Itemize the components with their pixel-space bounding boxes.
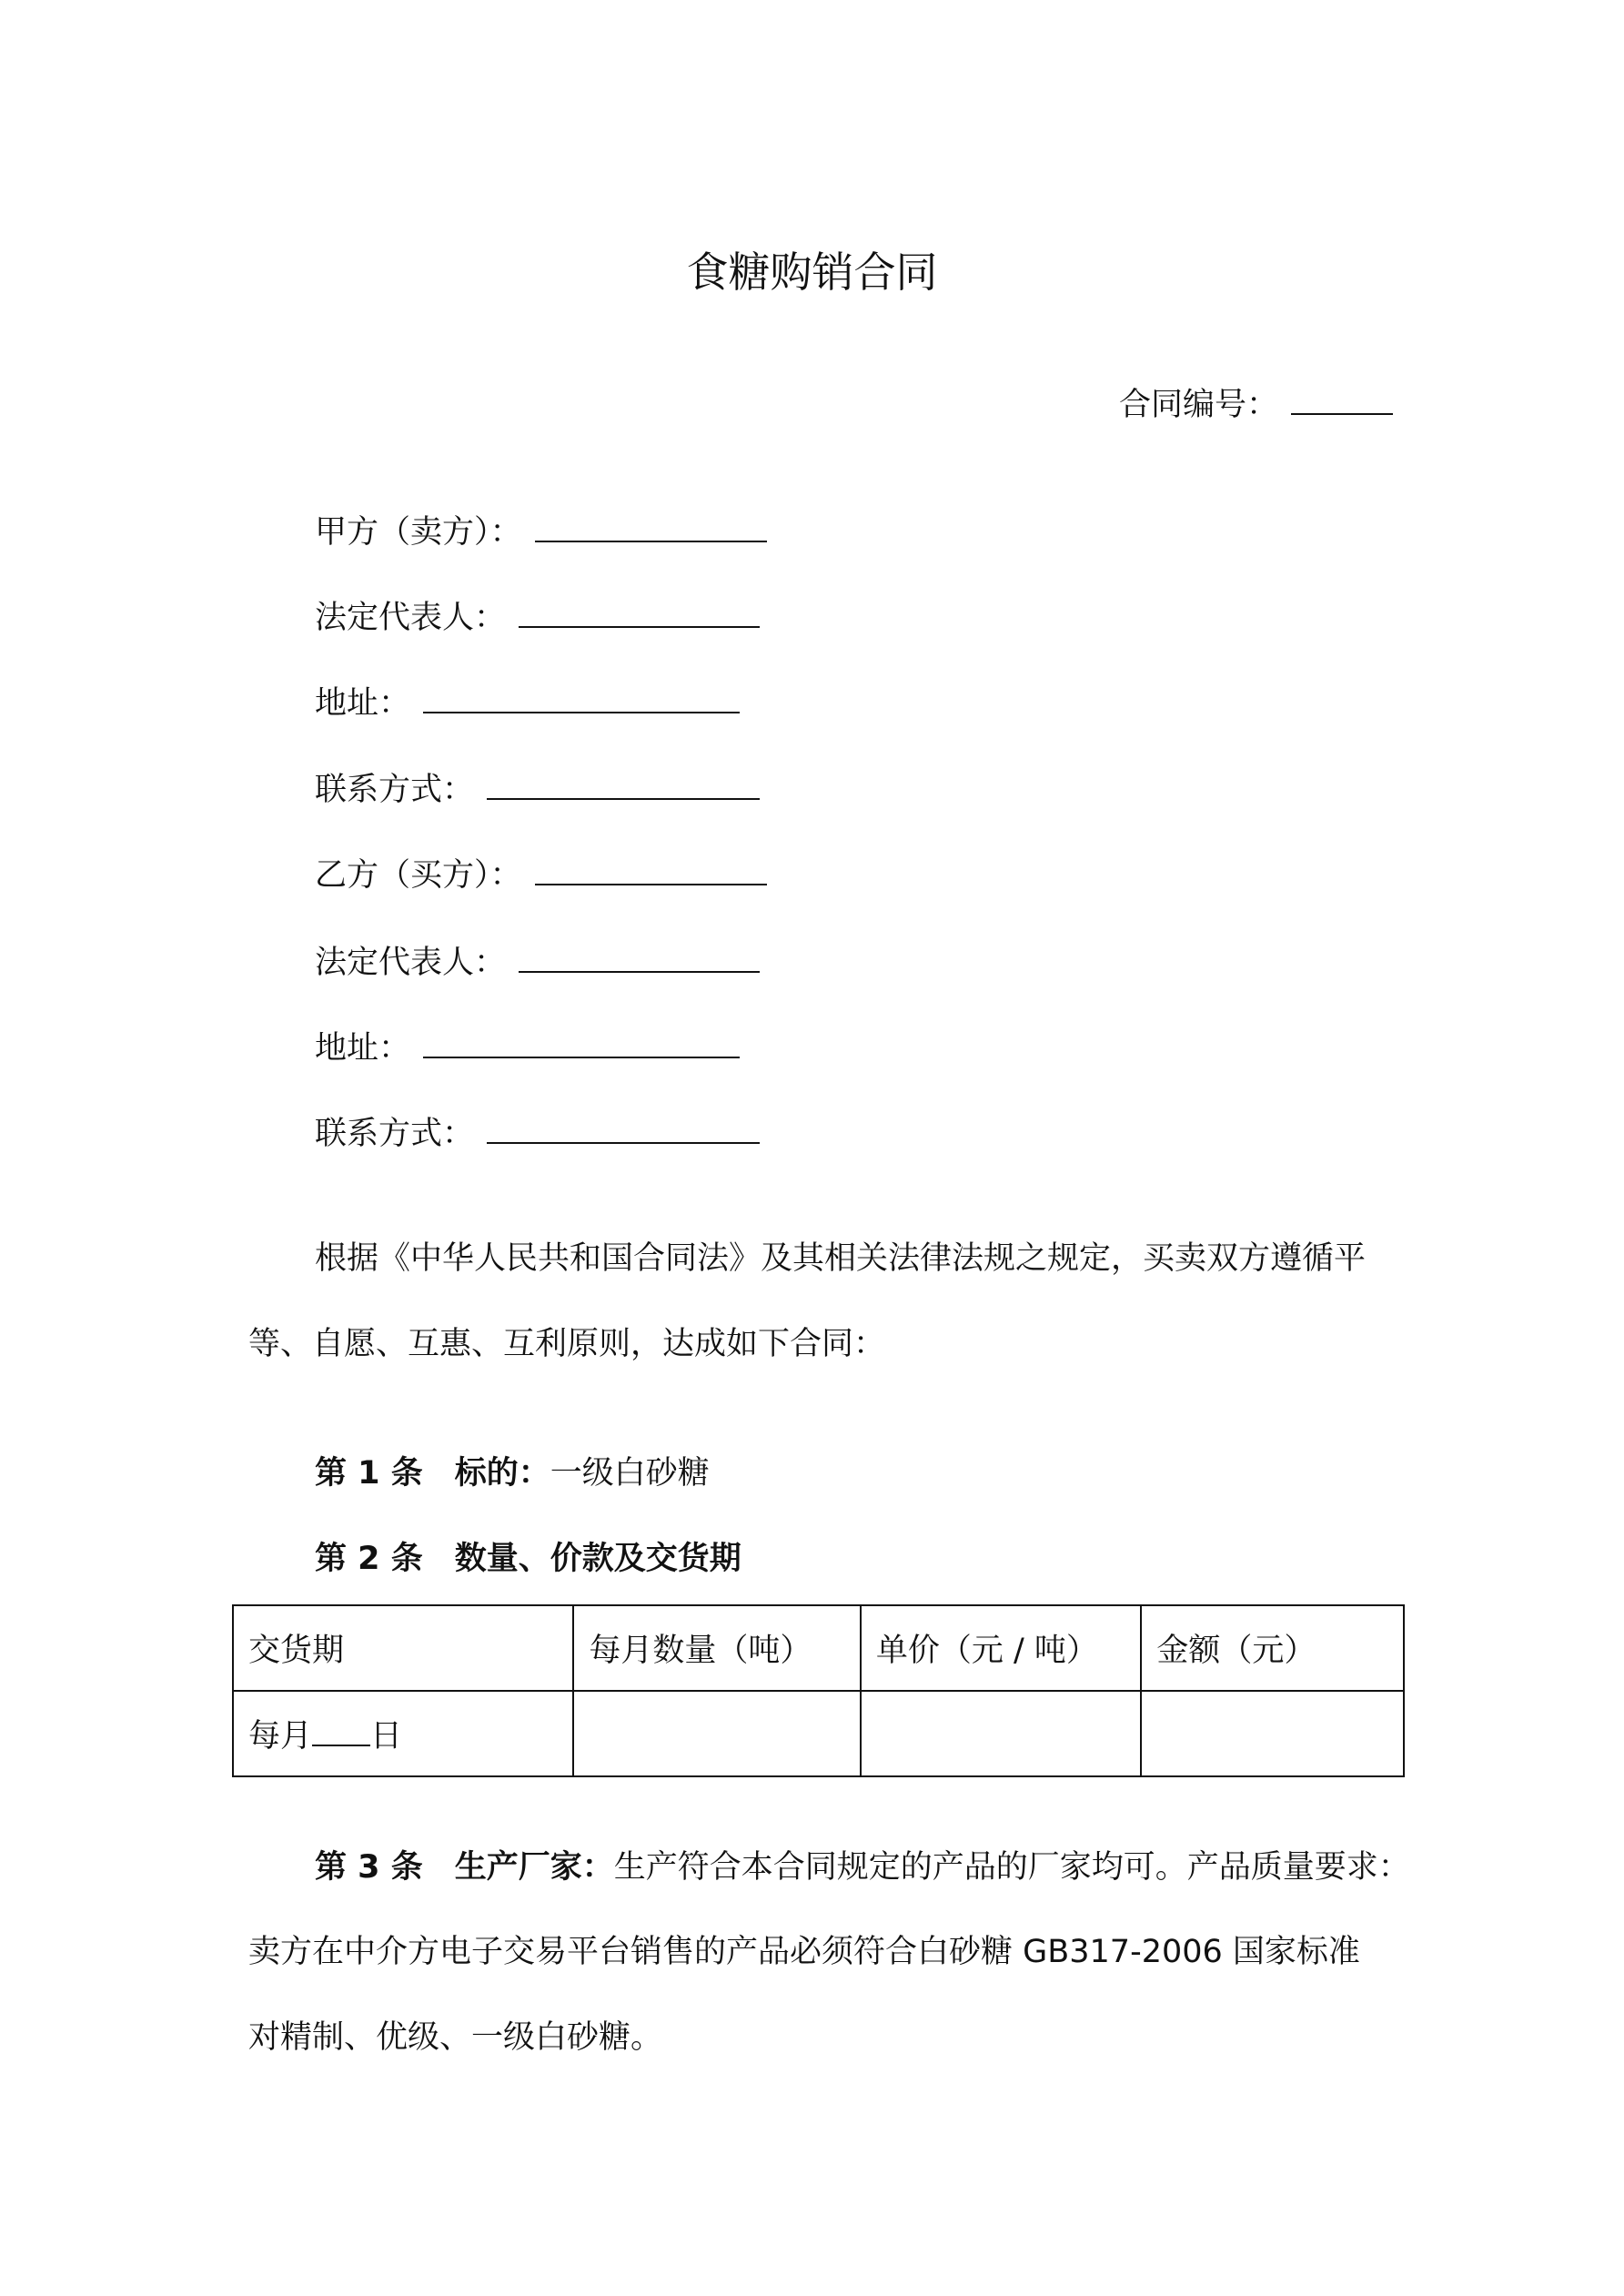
table-header-cell: 交货期 [233,1605,573,1691]
field-label: 地址： [315,685,411,722]
document-title: 食糖购销合同 [686,248,938,297]
delivery-table [232,1604,1405,1777]
cell-text: 日 [370,1718,403,1755]
field-blank[interactable] [423,684,740,713]
preamble-line-1: 根据《中华人民共和国合同法》及其相关法律法规之规定，买卖双方遵循平 [315,1240,1367,1277]
field-label: 地址： [315,1030,411,1067]
article-body: 一级白砂糖 [550,1455,710,1492]
table-row [233,1691,1404,1776]
delivery-date-cell [233,1691,573,1776]
field-label: 联系方式： [315,772,475,808]
day-blank[interactable] [312,1719,370,1746]
party-a-contact-field [315,771,760,806]
article-body: 生产符合本合同规定的产品的厂家均可。产品质量要求： [613,1849,1410,1886]
article-heading: 第 1 条 标的： [315,1455,550,1492]
article-3-line-1 [315,1849,1410,1886]
article-2-heading: 第 2 条 数量、价款及交货期 [315,1541,741,1577]
contract-number [1119,386,1393,421]
party-a-rep-field [315,599,760,634]
field-blank[interactable] [487,771,760,800]
article-1 [315,1455,710,1492]
party-a-address-field [315,684,740,720]
table-header-cell: 金额（元） [1141,1605,1404,1691]
party-b-address-field [315,1029,740,1065]
contract-number-blank[interactable] [1291,386,1393,415]
field-blank[interactable] [535,856,767,885]
field-label: 联系方式： [315,1116,475,1152]
field-blank[interactable] [519,599,760,628]
party-b-contact-field [315,1115,760,1150]
field-blank[interactable] [423,1029,740,1058]
table-header-cell: 单价（元 / 吨） [861,1605,1141,1691]
cell-text: 每月 [248,1718,313,1755]
table-header-row [233,1605,1404,1691]
party-b-rep-field [315,944,760,979]
amount-cell[interactable] [1141,1691,1404,1776]
article-3-line-2: 卖方在中介方电子交易平台销售的产品必须符合白砂糖 GB317-2006 国家标准 [248,1934,1360,1970]
table-header-cell: 每月数量（吨） [573,1605,861,1691]
field-blank[interactable] [487,1115,760,1144]
party-a-field [315,513,767,549]
unit-price-cell[interactable] [861,1691,1141,1776]
field-label: 法定代表人： [315,600,507,636]
quantity-cell[interactable] [573,1691,861,1776]
field-blank[interactable] [535,513,767,542]
article-heading: 第 3 条 生产厂家： [315,1849,614,1886]
article-3-line-3: 对精制、优级、一级白砂糖。 [248,2019,663,2056]
preamble-line-2: 等、自愿、互惠、互利原则，达成如下合同： [248,1326,886,1362]
field-label: 甲方（卖方）： [315,514,522,551]
field-label: 法定代表人： [315,945,507,981]
field-label: 乙方（买方）： [315,857,522,894]
field-blank[interactable] [519,944,760,973]
party-b-field [315,856,767,892]
contract-number-label: 合同编号： [1119,387,1279,423]
